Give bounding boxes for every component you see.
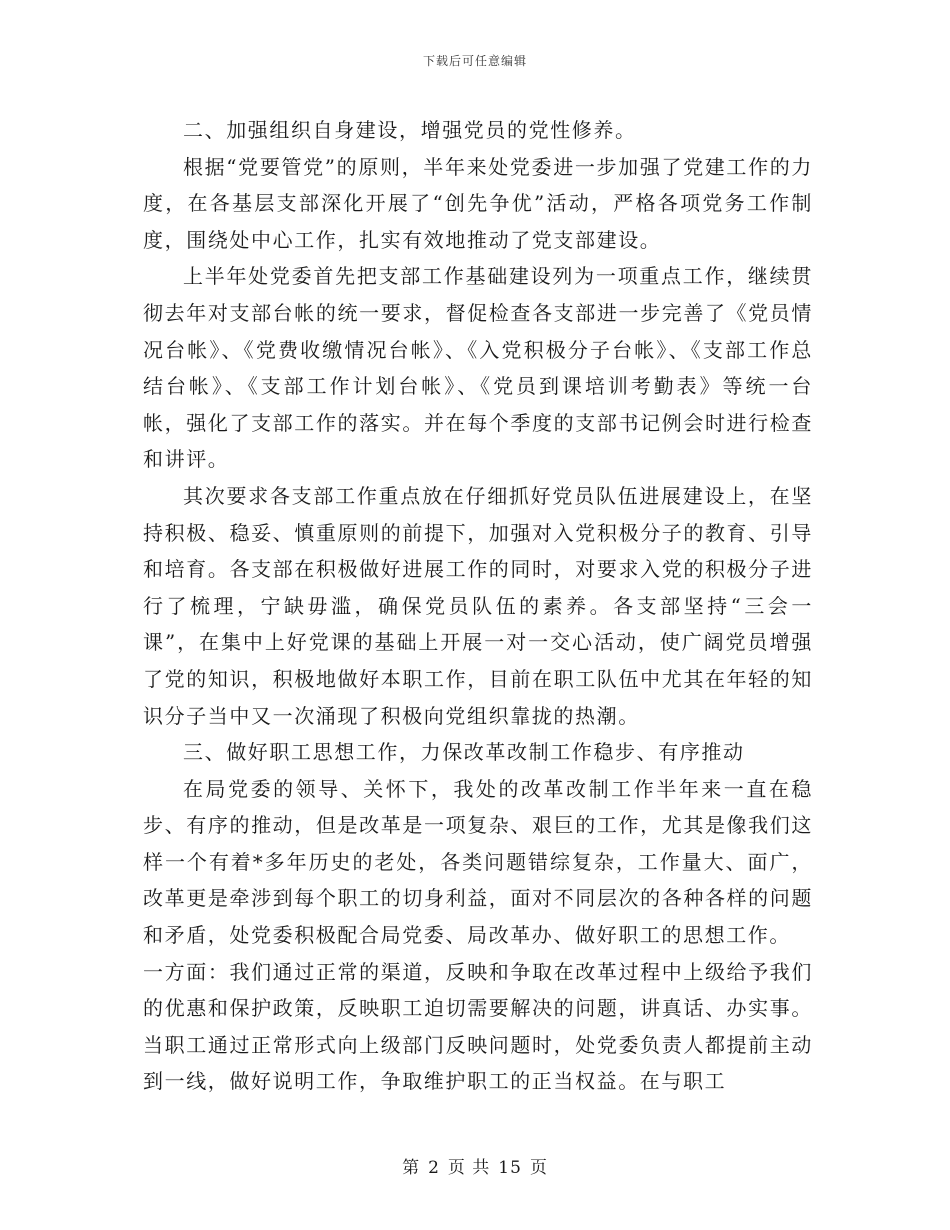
footer-prefix: 第: [402, 1158, 421, 1178]
section-heading-3: 三、做好职工思想工作，力保改革改制工作稳步、有序推动: [183, 740, 745, 765]
section-heading-2: 二、加强组织自身建设，增强党员的党性修养。: [183, 118, 637, 142]
footer-suffix: 页: [529, 1158, 548, 1178]
body-paragraph: 根据“党要管党”的原则，半年来处党委进一步加强了党建工作的力度，在各基层支部深化开展了“创先争优”活动，严格各项党务工作制度，围绕处中心工作，扎实有效地推动了党支部建设。: [143, 154, 813, 252]
document-body: [143, 112, 813, 1100]
page-total: 15: [498, 1158, 522, 1178]
body-paragraph: 一方面：我们通过正常的渠道，反映和争取在改革过程中上级给予我们的优惠和保护政策，反映职工迫切需要解决的问题，讲真话、办实事。当职工通过正常形式向上级部门反映问题时，处党委负责人都提前主动到一线，做好说明工作，争取维护职工的正当权益。在与职工: [143, 959, 813, 1094]
footer-middle: 页 共: [447, 1158, 491, 1178]
body-paragraph: 在局党委的领导、关怀下，我处的改革改制工作半年来一直在稳步、有序的推动，但是改革是一项复杂、艰巨的工作，尤其是像我们这样一个有着*多年历史的老处，各类问题错综复杂，工作量大、面广，改革更是牵涉到每个职工的切身利益，面对不同层次的各种各样的问题和矛盾，处党委积极配合局党委、局改革办、做好职工的思想工作。: [143, 776, 813, 948]
body-paragraph: 上半年处党委首先把支部工作基础建设列为一项重点工作，继续贯彻去年对支部台帐的统一要求，督促检查各支部进一步完善了《党员情况台帐》、《党费收缴情况台帐》、《入党积极分子台帐》、《支部工作总结台帐》、《支部工作计划台帐》、《党员到课培训考勤表》等统一台帐，强化了支部工作的落实。并在每个季度的支部书记例会时进行检查和讲评。: [143, 264, 813, 472]
body-paragraph: 其次要求各支部工作重点放在仔细抓好党员队伍进展建设上，在坚持积极、稳妥、慎重原则的前提下，加强对入党积极分子的教育、引导和培育。各支部在积极做好进展工作的同时，对要求入党的积极分子进行了梳理，宁缺毋滥，确保党员队伍的素养。各支部坚持“三会一课”，在集中上好党课的基础上开展一对一交心活动，使广阔党员增强了党的知识，积极地做好本职工作，目前在职工队伍中尤其在年轻的知识分子当中又一次涌现了积极向党组织靠拢的热潮。: [143, 483, 813, 728]
page-header: 下载后可任意编辑: [422, 54, 527, 68]
page-footer: [0, 1153, 950, 1178]
page-number: 2: [428, 1158, 440, 1178]
